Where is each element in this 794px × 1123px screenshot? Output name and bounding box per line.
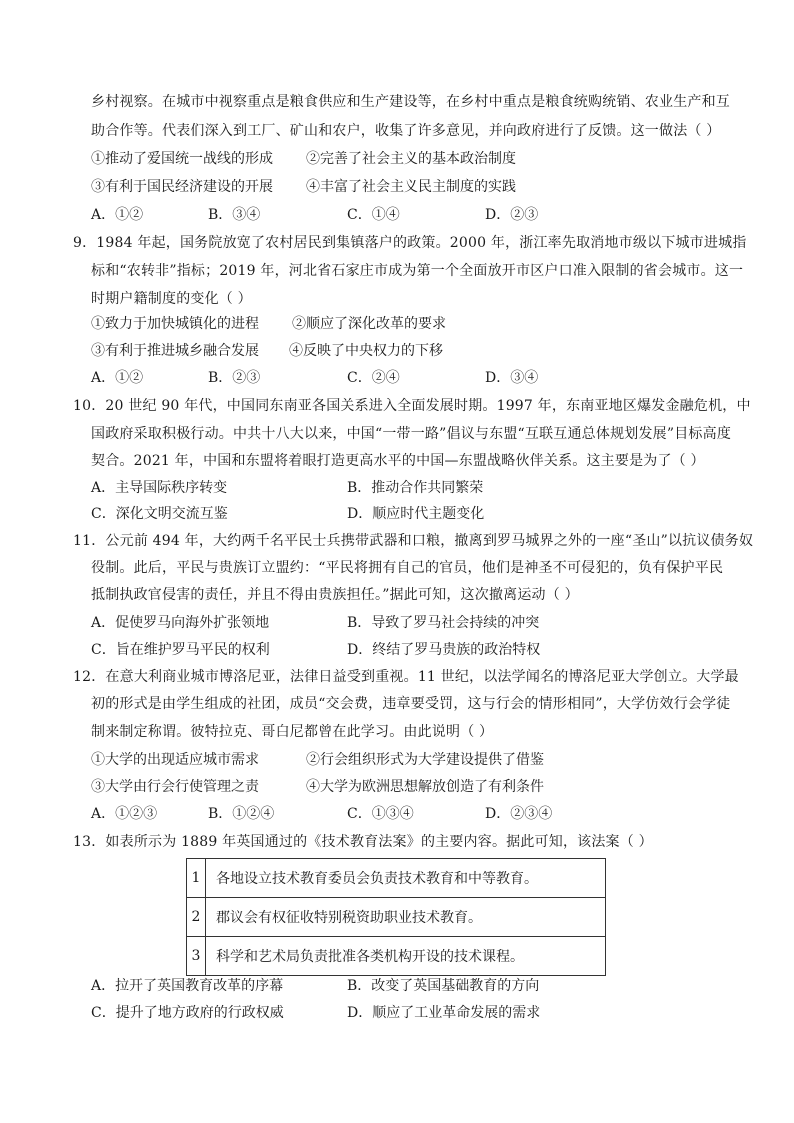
q13-table [186,858,606,976]
q12-option-a: A．①②③ [91,806,158,822]
q10-option-d: D．顺应时代主题变化 [347,506,485,522]
q8-option-c: C．①④ [347,207,400,223]
q9-statement-4: ④反映了中央权力的下移 [289,343,443,359]
q9-option-a: A．①② [91,370,144,386]
q8-statement-1: ①推动了爱国统一战线的形成 [91,151,273,167]
table-row [187,859,606,898]
table-cell-text: 郡议会有权征收特别税资助职业技术教育。 [206,898,606,937]
q9-stem-line-2: 标和“农转非”指标；2019 年，河北省石家庄市成为第一个全面放开市区户口准入限制的省会城市。这一 [91,263,744,279]
q11-option-c: C．旨在维护罗马平民的权利 [91,642,270,658]
q10-option-a: A．主导国际秩序转变 [91,480,228,496]
q13-option-b: B．改变了英国基础教育的方向 [347,978,540,994]
q9-stem-line-3: 时期户籍制度的变化（ ） [91,291,252,307]
table-cell-num: 3 [187,937,206,976]
table-cell-text: 科学和艺术局负责批准各类机构开设的技术课程。 [206,937,606,976]
q11-stem-line-2: 役制。此后，平民与贵族订立盟约：“平民将拥有自己的官员，他们是神圣不可侵犯的，负有保护平民 [91,560,724,576]
q8-option-a: A．①② [91,207,144,223]
q9-statement-1: ①致力于加快城镇化的进程 [91,316,259,332]
q10-stem-line-3: 契合。2021 年，中国和东盟将着眼打造更高水平的中国—东盟战略伙伴关系。这主要是为了（ ） [91,453,705,469]
q9-option-d: D．③④ [485,370,539,386]
q9-option-c: C．②④ [347,370,400,386]
q12-stem-line-1: 12．在意大利商业城市博洛尼亚，法律日益受到重视。11 世纪，以法学闻名的博洛尼亚大学创立。大学最 [73,669,739,685]
q8-statement-2: ②完善了社会主义的基本政治制度 [306,151,516,167]
q13-stem: 13．如表所示为 1889 年英国通过的《技术教育法案》的主要内容。据此可知，该法案（ ） [73,834,653,850]
q8-option-b: B．③④ [208,207,261,223]
q8-option-d: D．②③ [485,207,539,223]
q11-stem-line-3: 抵制执政官侵害的责任，并且不得由贵族担任。”据此可知，这次撤离运动（ ） [91,587,579,603]
q10-stem-line-2: 国政府采取积极行动。中共十八大以来，中国“一带一路”倡议与东盟“互联互通总体规划发展”目标高度 [91,426,732,442]
q12-statement-2: ②行会组织形式为大学建设提供了借鉴 [306,752,544,768]
q13-option-d: D．顺应了工业革命发展的需求 [347,1005,541,1021]
q12-stem-line-3: 制来制定称谓。彼特拉克、哥白尼都曾在此学习。由此说明（ ） [91,724,494,740]
q9-stem-line-1: 9．1984 年起，国务院放宽了农村居民到集镇落户的政策。2000 年，浙江率先取消地市级以下城市进城指 [73,235,747,251]
q12-statement-4: ④大学为欧洲思想解放创造了有利条件 [306,779,544,795]
q12-option-d: D．②③④ [485,806,553,822]
q9-option-b: B．②③ [208,370,261,386]
q13-option-c: C．提升了地方政府的行政权威 [91,1005,284,1021]
q11-option-a: A．促使罗马向海外扩张领地 [91,615,270,631]
table-row [187,898,606,937]
q8-statement-4: ④丰富了社会主义民主制度的实践 [306,179,516,195]
q12-option-c: C．①③④ [347,806,414,822]
q8-stem-line-2: 助合作等。代表们深入到工厂、矿山和农户，收集了许多意见，并向政府进行了反馈。这一做法（ ） [91,123,721,139]
q8-statement-3: ③有利于国民经济建设的开展 [91,179,273,195]
table-cell-text: 各地设立技术教育委员会负责技术教育和中等教育。 [206,859,606,898]
q12-option-b: B．①②④ [208,806,275,822]
q13-option-a: A．拉开了英国教育改革的序幕 [91,978,284,994]
q10-stem-line-1: 10．20 世纪 90 年代，中国同东南亚各国关系进入全面发展时期。1997 年，东南亚地区爆发金融危机，中 [73,398,751,414]
table-row [187,937,606,976]
table-cell-num: 2 [187,898,206,937]
q9-statement-2: ②顺应了深化改革的要求 [292,316,446,332]
q10-option-c: C．深化文明交流互鉴 [91,506,228,522]
q11-option-b: B．导致了罗马社会持续的冲突 [347,615,540,631]
q9-statement-3: ③有利于推进城乡融合发展 [91,343,259,359]
q12-statement-3: ③大学由行会行使管理之责 [91,779,259,795]
q12-statement-1: ①大学的出现适应城市需求 [91,752,259,768]
q10-option-b: B．推动合作共同繁荣 [347,480,484,496]
q12-stem-line-2: 初的形式是由学生组成的社团，成员“交会费，违章要受罚，这与行会的情形相同”，大学仿效行会学徒 [91,696,731,712]
table-cell-num: 1 [187,859,206,898]
q8-stem-line-1: 乡村视察。在城市中视察重点是粮食供应和生产建设等，在乡村中重点是粮食统购统销、农业生产和互 [91,94,730,110]
q11-option-d: D．终结了罗马贵族的政治特权 [347,642,541,658]
q11-stem-line-1: 11．公元前 494 年，大约两千名平民士兵携带武器和口粮，撤离到罗马城界之外的一座“圣山”以抗议债务奴 [73,533,754,549]
